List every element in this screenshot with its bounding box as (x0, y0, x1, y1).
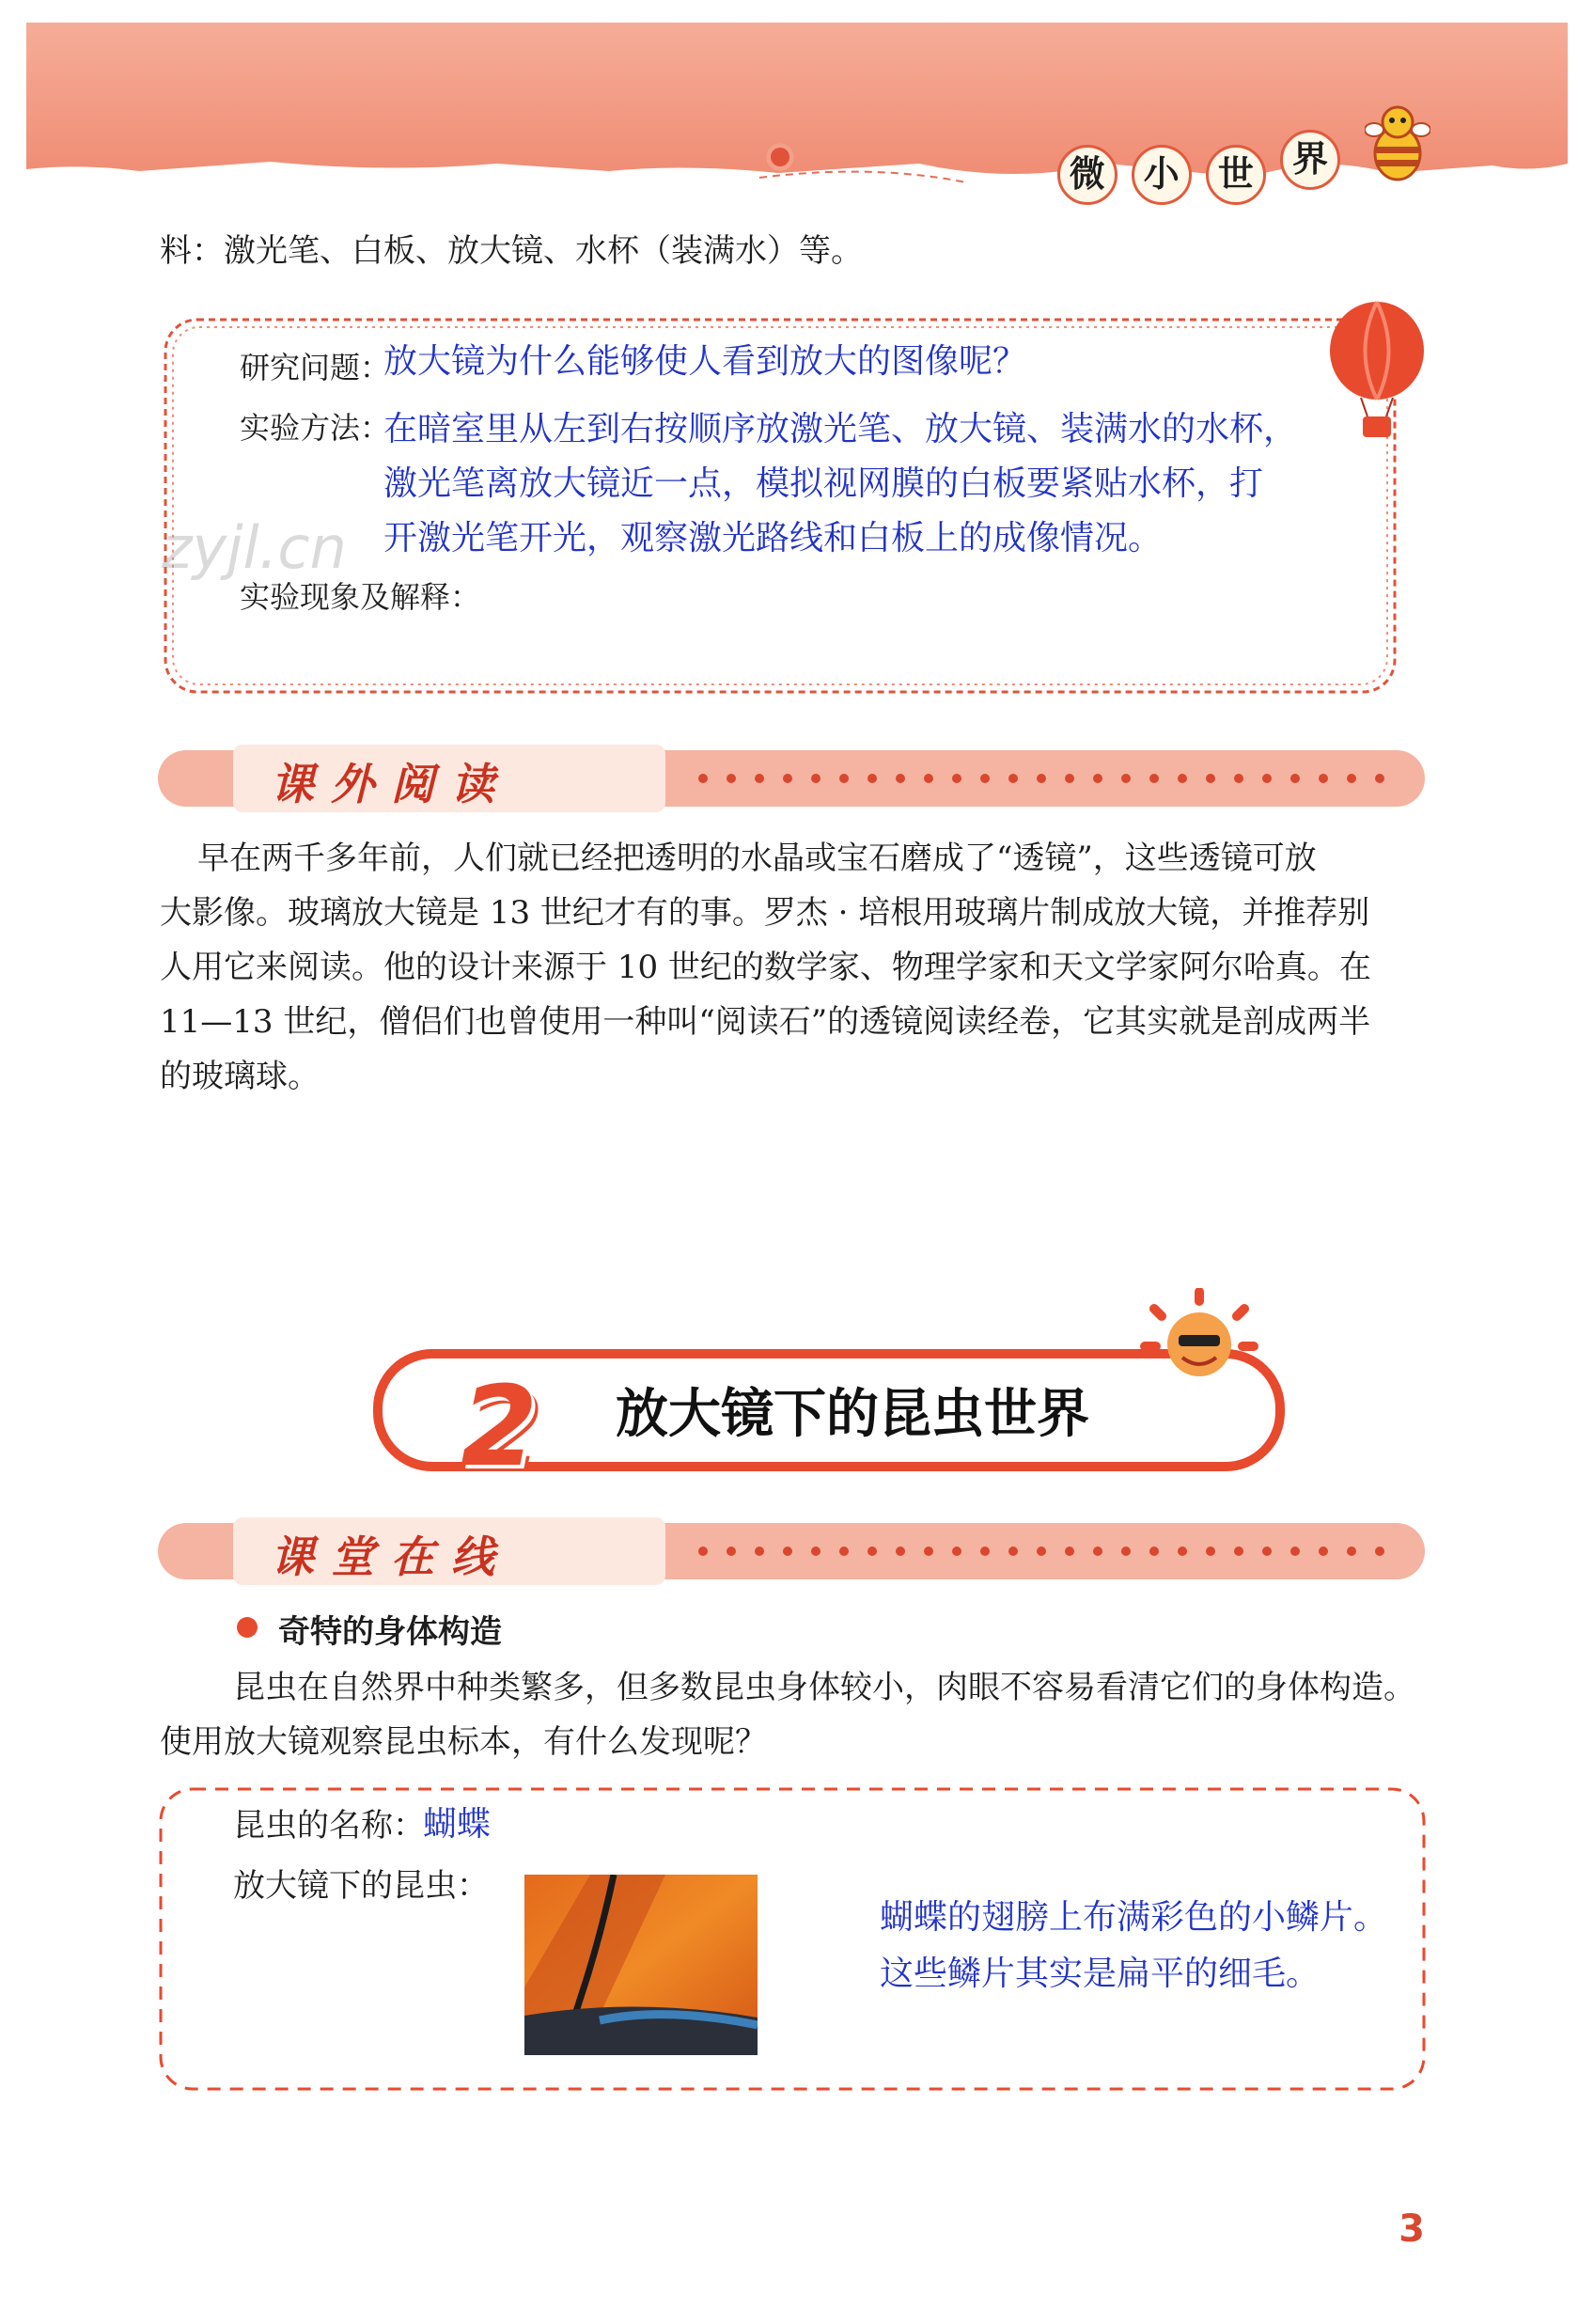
extra-reading-heading: 课外阅读 (271, 759, 511, 809)
chapter-title: 放大镜下的昆虫世界 (616, 1384, 1089, 1445)
bee-icon (1365, 102, 1430, 186)
intro-line: 昆虫在自然界中种类繁多，但多数昆虫身体较小，肉眼不容易看清它们的身体构造。 (233, 1669, 1415, 1706)
insect-name-label: 昆虫的名称： (233, 1807, 425, 1845)
header-title-char: 微 (1057, 145, 1117, 205)
intro-line: 使用放大镜观察昆虫标本，有什么发现呢？ (160, 1723, 767, 1761)
chapter-number: 2 (461, 1361, 539, 1491)
question-label: 研究问题： (240, 350, 391, 385)
extra-reading-header (158, 745, 1425, 812)
classroom-online-heading: 课堂在线 (271, 1531, 511, 1582)
header-title-char: 世 (1206, 145, 1266, 205)
under-lens-label: 放大镜下的昆虫： (233, 1867, 489, 1905)
question-text: 放大镜为什么能够使人看到放大的图像呢？ (383, 342, 1027, 381)
method-line: 在暗室里从左到右按顺序放激光笔、放大镜、装满水的水杯， (383, 410, 1298, 448)
flower-icon (766, 143, 794, 171)
method-line: 激光笔离放大镜近一点，模拟视网膜的白板要紧贴水杯，打 (383, 464, 1264, 503)
finding-line: 蝴蝶的翅膀上布满彩色的小鳞片。 (880, 1898, 1388, 1937)
materials-line: 料：激光笔、白板、放大镜、水杯（装满水）等。 (160, 232, 863, 270)
method-line: 开激光笔开光，观察激光路线和白板上的成像情况。 (383, 519, 1163, 557)
balloon-icon (1325, 299, 1429, 449)
watermark: zyjl.cn (162, 513, 347, 582)
header-title (1048, 132, 1340, 197)
subheading: 奇特的身体构造 (278, 1613, 502, 1651)
page-number: 3 (1399, 2207, 1425, 2251)
classroom-online-header (158, 1517, 1425, 1585)
result-label: 实验现象及解释： (240, 579, 481, 615)
butterfly-wing-photo (524, 1875, 758, 2055)
finding-line: 这些鳞片其实是扁平的细毛。 (880, 1955, 1321, 1993)
header-title-char: 小 (1132, 145, 1192, 205)
reading-line: 大影像。玻璃放大镜是 13 世纪才有的事。罗杰 · 培根用玻璃片制成放大镜，并推荐别 (160, 894, 1370, 932)
reading-line: 早在两千多年前，人们就已经把透明的水晶或宝石磨成了“透镜”，这些透镜可放 (197, 840, 1317, 877)
reading-line: 的玻璃球。 (160, 1058, 320, 1095)
reading-line: 11—13 世纪，僧侣们也曾使用一种叫“阅读石”的透镜阅读经卷，它其实就是剖成两半 (160, 1003, 1371, 1041)
header-title-char: 界 (1280, 130, 1340, 190)
insect-name-value: 蝴蝶 (423, 1805, 492, 1844)
method-label: 实验方法： (240, 410, 391, 446)
reading-line: 人用它来阅读。他的设计来源于 10 世纪的数学家、物理学家和天文学家阿尔哈真。在 (160, 949, 1371, 986)
bullet-dot-icon (237, 1617, 258, 1638)
